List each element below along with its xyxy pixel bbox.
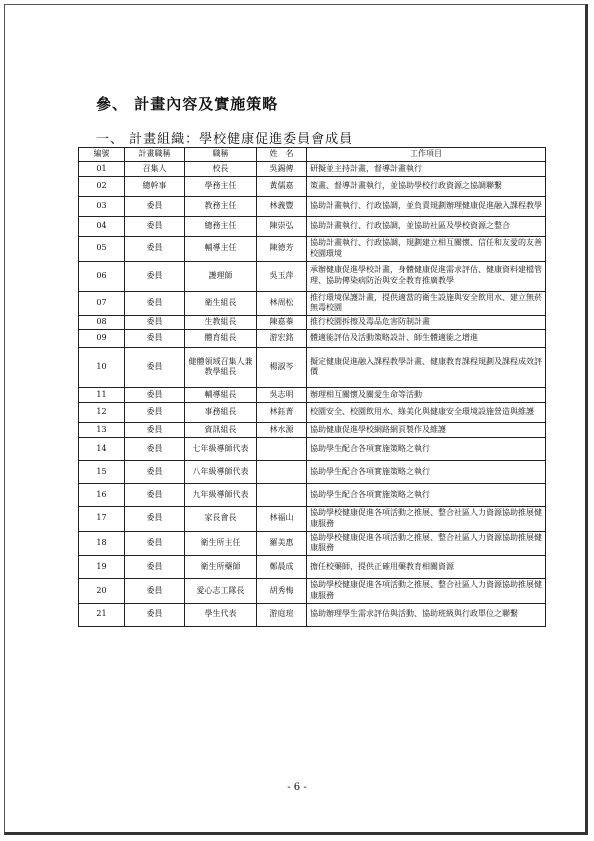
cell-title: 衛生組長 [185,291,257,316]
cell-no: 12 [79,402,125,422]
cell-name [257,483,307,506]
cell-title: 學務主任 [185,177,257,197]
cell-name: 吳志明 [257,387,307,402]
cell-title: 體育組長 [185,329,257,347]
cell-duty: 協助學校健康促進各項活動之推展、整合社區人力資源協助推展健康服務 [307,506,546,531]
table-row [79,603,546,626]
cell-title: 總務主任 [185,217,257,237]
table-row [79,162,546,177]
table-row [79,460,546,483]
cell-name: 林周松 [257,291,307,316]
table-row [79,422,546,437]
cell-duty: 協助學生配合各項實施策略之執行 [307,483,546,506]
cell-duty: 協助學生配合各項實施策略之執行 [307,437,546,460]
cell-duty: 校園安全、校園飲用水、綠美化與健康安全環境設施營造與維護 [307,402,546,422]
cell-duty: 策畫、督導計畫執行，並協助學校行政資源之協調聯繫 [307,177,546,197]
cell-duty: 協助學生配合各項實施策略之執行 [307,460,546,483]
cell-no: 02 [79,177,125,197]
cell-no: 13 [79,422,125,437]
cell-title: 教務主任 [185,197,257,217]
cell-role: 委員 [125,217,185,237]
cell-title: 家長會長 [185,506,257,531]
cell-no: 15 [79,460,125,483]
cell-title: 事務組長 [185,402,257,422]
cell-role: 委員 [125,387,185,402]
table-row [79,437,546,460]
cell-name: 林福山 [257,506,307,531]
cell-title: 輔導主任 [185,237,257,262]
cell-title: 輔導組長 [185,387,257,402]
table-row [79,387,546,402]
cell-title: 七年級導師代表 [185,437,257,460]
subsection-title: 一、 計畫組織：學校健康促進委員會成員 [96,132,354,147]
cell-duty: 推行校園拆擦及毒品危害防制計畫 [307,316,546,330]
page-number: - 6 - [287,782,307,793]
cell-no: 18 [79,531,125,556]
cell-duty: 協助計畫執行、行政協調，並協助社區及學校資源之整合 [307,217,546,237]
table-row [79,237,546,262]
cell-name [257,460,307,483]
cell-name: 鄭晨成 [257,556,307,579]
cell-name: 胡秀梅 [257,579,307,604]
header-no: 編號 [79,148,125,162]
cell-title: 衛生所藥師 [185,556,257,579]
table-row [79,217,546,237]
cell-no: 14 [79,437,125,460]
cell-role: 召集人 [125,162,185,177]
cell-no: 07 [79,291,125,316]
table-row [79,347,546,387]
table-row [79,579,546,604]
table-row [79,483,546,506]
cell-duty: 體適能評估及活動策略設計、師生體適能之增進 [307,329,546,347]
cell-role: 委員 [125,531,185,556]
table-row [79,531,546,556]
table-row [79,556,546,579]
cell-name: 陳崇弘 [257,217,307,237]
cell-no: 20 [79,579,125,604]
cell-title: 護理師 [185,261,257,291]
cell-no: 19 [79,556,125,579]
cell-no: 17 [79,506,125,531]
table-row [79,177,546,197]
header-duty: 工作項目 [307,148,546,162]
table-header-row [79,148,546,162]
header-role: 計畫職稱 [125,148,185,162]
cell-role: 委員 [125,197,185,217]
cell-duty: 研擬並主持計畫，督導計畫執行 [307,162,546,177]
cell-duty: 協助健康促進學校網路網頁製作及維護 [307,422,546,437]
cell-name: 游宏銘 [257,329,307,347]
cell-no: 06 [79,261,125,291]
cell-role: 委員 [125,347,185,387]
cell-duty: 協助計畫執行、行政協調，規劃建立相互關懷、信任和友愛的友善校園環境 [307,237,546,262]
cell-role: 委員 [125,261,185,291]
cell-title: 九年級導師代表 [185,483,257,506]
cell-role: 總幹事 [125,177,185,197]
cell-role: 委員 [125,402,185,422]
cell-name: 羅美惠 [257,531,307,556]
cell-no: 16 [79,483,125,506]
cell-title: 生教組長 [185,316,257,330]
table-row [79,329,546,347]
cell-no: 08 [79,316,125,330]
cell-role: 委員 [125,437,185,460]
table-row [79,506,546,531]
cell-name: 陳嘉蓁 [257,316,307,330]
committee-members-table [78,147,546,627]
cell-name: 吳玉萍 [257,261,307,291]
cell-role: 委員 [125,483,185,506]
cell-role: 委員 [125,422,185,437]
cell-name [257,437,307,460]
cell-duty: 辦理相互關懷及關愛生命等活動 [307,387,546,402]
cell-name: 林水源 [257,422,307,437]
cell-duty: 擔任校藥師，提供正確用藥教育相關資源 [307,556,546,579]
cell-no: 10 [79,347,125,387]
table-row [79,261,546,291]
cell-no: 04 [79,217,125,237]
table-row [79,316,546,330]
cell-name: 陳德芳 [257,237,307,262]
cell-role: 委員 [125,237,185,262]
cell-role: 委員 [125,291,185,316]
cell-title: 學生代表 [185,603,257,626]
cell-role: 委員 [125,329,185,347]
table-row [79,291,546,316]
cell-name: 林鈺菁 [257,402,307,422]
cell-title: 資訊組長 [185,422,257,437]
cell-role: 委員 [125,556,185,579]
cell-duty: 協助計畫執行、行政協調，並負責規劃辦理健康促進融入課程教學 [307,197,546,217]
cell-role: 委員 [125,316,185,330]
cell-no: 09 [79,329,125,347]
cell-title: 八年級導師代表 [185,460,257,483]
cell-title: 愛心志工隊長 [185,579,257,604]
header-title: 職稱 [185,148,257,162]
cell-duty: 承辦健康促進學校計畫，身體健康促進需求評估、健康資料建檔管理、協助傳染病防治與安全教育推廣教學 [307,261,546,291]
cell-name: 黃儒嘉 [257,177,307,197]
table-row [79,402,546,422]
cell-title: 校長 [185,162,257,177]
cell-duty: 協助學校健康促進各項活動之推展、整合社區人力資源協助推展健康服務 [307,531,546,556]
cell-no: 03 [79,197,125,217]
section-title: 參、 計畫內容及實施策略 [96,95,279,113]
cell-name: 林義豐 [257,197,307,217]
cell-name: 楊淑芩 [257,347,307,387]
cell-role: 委員 [125,603,185,626]
cell-duty: 協助學校健康促進各項活動之推展、整合社區人力資源協助推展健康服務 [307,579,546,604]
table-row [79,197,546,217]
cell-name: 游庭瑄 [257,603,307,626]
cell-duty: 推行環境保護計畫，提供適當的衛生設施與安全飲用水、建立無菸無毒校園 [307,291,546,316]
cell-role: 委員 [125,460,185,483]
cell-title: 健體領域召集人兼教學組長 [185,347,257,387]
cell-no: 05 [79,237,125,262]
table-body [79,162,546,627]
header-name: 姓 名 [257,148,307,162]
cell-role: 委員 [125,579,185,604]
cell-no: 01 [79,162,125,177]
cell-no: 11 [79,387,125,402]
cell-no: 21 [79,603,125,626]
cell-duty: 擬定健康促進融入課程教學計畫、健康教育課程規劃及課程成效評價 [307,347,546,387]
cell-role: 委員 [125,506,185,531]
cell-name: 吳錫傳 [257,162,307,177]
cell-duty: 協助辦理學生需求評估與活動、協助班級與行政單位之聯繫 [307,603,546,626]
cell-title: 衛生所主任 [185,531,257,556]
